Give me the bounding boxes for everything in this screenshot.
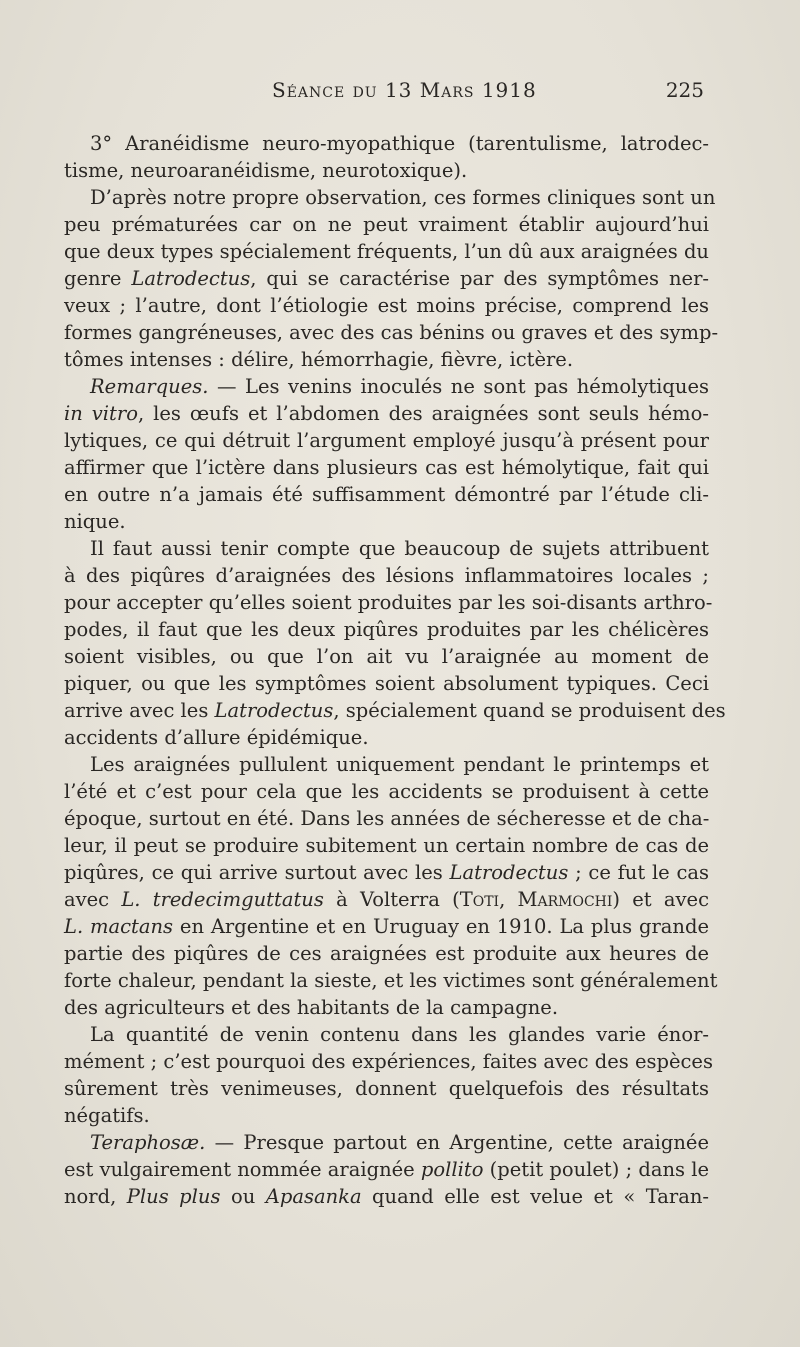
italic-term: L. mactans [64, 915, 174, 938]
text-line: sûrement très venimeuses, donnent quelquefois des résultats [64, 1077, 709, 1100]
text-line: nique. [64, 510, 126, 533]
text-line: pour accepter qu’elles soient produites par les soi-disants arthro- [64, 591, 713, 614]
text-line: que deux types spécialement fréquents, l’un dû aux araignées du [64, 240, 709, 263]
text-line: genre Latrodectus, qui se caractérise par des symptômes ner- [64, 267, 709, 290]
text-line: l’été et c’est pour cela que les accidents se produisent à cette [64, 780, 709, 803]
italic-term: Latrodectus [214, 699, 334, 722]
italic-term: L. tredecimguttatus [121, 888, 324, 911]
text-line: mément ; c’est pourquoi des expériences, faites avec des espèces [64, 1050, 713, 1073]
text-line: Teraphosæ. — Presque partout en Argentine, cette araignée [90, 1131, 709, 1154]
italic-term: pollito [420, 1158, 484, 1181]
italic-term: Remarques. [90, 375, 209, 398]
text-line: peu prématurées car on ne peut vraiment établir aujourd’hui [64, 213, 709, 236]
text-line: L. mactans en Argentine et en Uruguay en 1910. La plus grande [64, 915, 709, 938]
text-line: La quantité de venin contenu dans les glandes varie énor- [90, 1023, 709, 1046]
page-number: 225 [665, 78, 704, 102]
text-line: tômes intenses : délire, hémorrhagie, fièvre, ictère. [64, 348, 574, 371]
italic-term: Plus plus [126, 1185, 221, 1208]
text-line: partie des piqûres de ces araignées est produite aux heures de [64, 942, 709, 965]
text-line: podes, il faut que les deux piqûres produites par les chélicères [64, 618, 709, 641]
text-line: époque, surtout en été. Dans les années de sécheresse et de cha- [64, 807, 710, 830]
text-line: leur, il peut se produire subitement un certain nombre de cas de [64, 834, 709, 857]
italic-term: Teraphosæ. [90, 1131, 206, 1154]
page-header [62, 78, 708, 108]
italic-term: Apasanka [265, 1185, 362, 1208]
text-line: Les araignées pullulent uniquement pendant le printemps et [90, 753, 709, 776]
text-line: à des piqûres d’araignées des lésions inflammatoires locales ; [64, 564, 709, 587]
text-line: Il faut aussi tenir compte que beaucoup de sujets attribuent [90, 537, 709, 560]
text-line: formes gangréneuses, avec des cas bénins ou graves et des symp- [64, 321, 719, 344]
text-line: lytiques, ce qui détruit l’argument employé jusqu’à présent pour [64, 429, 709, 452]
author-name: Marmochi [517, 888, 613, 911]
text-line: accidents d’allure épidémique. [64, 726, 369, 749]
text-line: avec L. tredecimguttatus à Volterra (Toti, Marmochi) et avec [64, 888, 709, 911]
text-line: 3° Aranéidisme neuro-myopathique (tarentulisme, latrodec- [90, 132, 709, 155]
text-line: est vulgairement nommée araignée pollito (petit poulet) ; dans le [64, 1158, 709, 1181]
text-line: négatifs. [64, 1104, 150, 1127]
text-line: soient visibles, ou que l’on ait vu l’araignée au moment de [64, 645, 709, 668]
text-line: des agriculteurs et des habitants de la campagne. [64, 996, 559, 1019]
text-line: veux ; l’autre, dont l’étiologie est moins précise, comprend les [64, 294, 709, 317]
text-line: forte chaleur, pendant la sieste, et les victimes sont généralement [64, 969, 718, 992]
author-name: Toti [459, 888, 500, 911]
running-title: Séance du 13 Mars 1918 [272, 78, 537, 102]
text-line: affirmer que l’ictère dans plusieurs cas est hémolytique, fait qui [64, 456, 709, 479]
text-line: Remarques. — Les venins inoculés ne sont pas hémolytiques [90, 375, 709, 398]
text-line: piquer, ou que les symptômes soient absolument typiques. Ceci [64, 672, 709, 695]
text-line: tisme, neuroaranéidisme, neurotoxique). [64, 159, 468, 182]
text-line: arrive avec les Latrodectus, spécialement quand se produisent des [64, 699, 726, 722]
text-line: nord, Plus plus ou Apasanka quand elle est velue et « Taran- [64, 1185, 709, 1208]
italic-term: Latrodectus [449, 861, 569, 884]
body-text [64, 130, 726, 1210]
text-line: en outre n’a jamais été suffisamment démontré par l’étude cli- [64, 483, 709, 506]
text-line: piqûres, ce qui arrive surtout avec les Latrodectus ; ce fut le cas [64, 861, 710, 884]
text-line: in vitro, les œufs et l’abdomen des araignées sont seuls hémo- [64, 402, 709, 425]
italic-term: Latrodectus [131, 267, 251, 290]
italic-term: in vitro [64, 402, 138, 425]
text-line: D’après notre propre observation, ces formes cliniques sont un [90, 186, 716, 209]
